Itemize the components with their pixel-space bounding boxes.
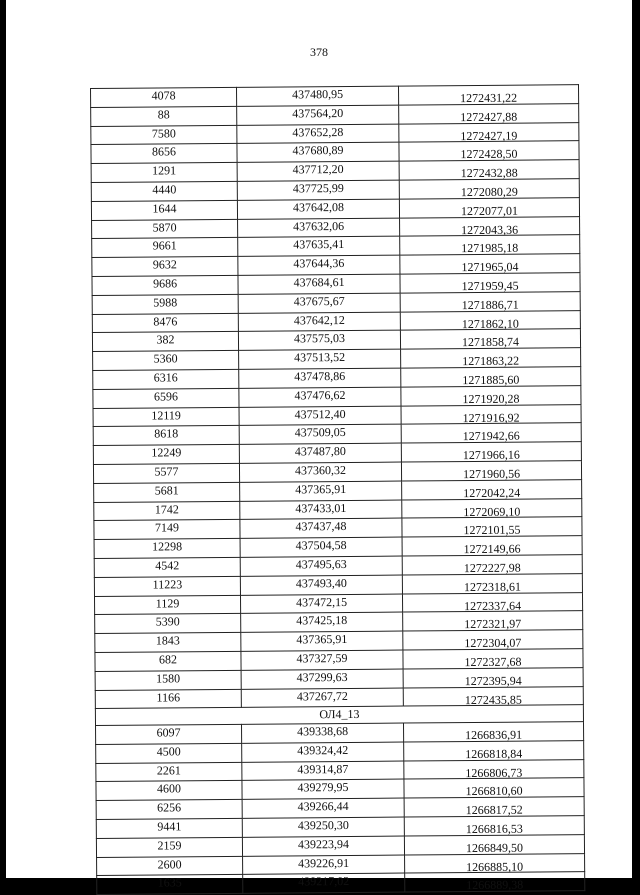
y-coordinate-text: 1266818,84 (465, 746, 523, 761)
y-coordinate-text: 1272427,19 (460, 128, 518, 143)
y-coordinate-text: 1266889,38 (466, 878, 524, 893)
x-coordinate: 437642,08 (237, 199, 399, 219)
point-number: 1166 (95, 689, 241, 709)
y-coordinate (399, 197, 579, 217)
point-number: 1644 (91, 200, 237, 220)
x-coordinate: 437504,58 (240, 537, 402, 557)
table-row (96, 797, 584, 820)
point-number: 7580 (91, 125, 237, 145)
y-coordinate-text: 1271942,66 (462, 428, 520, 444)
y-coordinate-text: 1272304,07 (464, 635, 522, 651)
x-coordinate: 437495,63 (240, 556, 402, 576)
x-coordinate: 437652,28 (237, 124, 399, 144)
x-coordinate: 437635,41 (238, 236, 400, 256)
y-coordinate-text: 1271960,56 (462, 466, 521, 482)
point-number: 11223 (94, 576, 240, 596)
y-coordinate (404, 778, 584, 798)
y-coordinate (400, 329, 580, 349)
y-coordinate (404, 797, 584, 817)
y-coordinate (405, 853, 585, 873)
x-coordinate: 437472,15 (240, 594, 402, 614)
y-coordinate-text: 1272101,55 (463, 522, 521, 538)
point-number: 5390 (95, 614, 241, 634)
table-row (96, 835, 584, 858)
y-coordinate (399, 179, 579, 199)
point-number: 5360 (93, 350, 239, 370)
y-coordinate (399, 122, 579, 142)
x-coordinate: 437564,20 (237, 105, 399, 125)
point-number: 4600 (96, 781, 242, 801)
y-coordinate-text: 1271862,10 (461, 316, 519, 331)
table-row (96, 759, 584, 782)
point-number: 1291 (91, 163, 237, 183)
y-coordinate (400, 291, 580, 311)
y-coordinate (402, 498, 582, 518)
x-coordinate: 437684,61 (238, 274, 400, 294)
x-coordinate: 437644,36 (238, 255, 400, 275)
table-row (92, 291, 580, 314)
y-coordinate-text: 1272431,22 (460, 90, 518, 106)
y-coordinate-text: 1271916,92 (462, 410, 520, 425)
point-number: 5577 (93, 463, 239, 483)
table-row (95, 630, 583, 653)
y-coordinate-text: 1272318,61 (463, 579, 521, 594)
point-number: 5681 (94, 482, 240, 502)
y-coordinate (403, 686, 583, 706)
x-coordinate: 437425,18 (241, 612, 403, 632)
table-row (93, 367, 581, 390)
table-row (92, 273, 580, 296)
point-number: 682 (95, 651, 241, 671)
point-number: 382 (92, 332, 238, 352)
table-row (94, 592, 582, 615)
y-coordinate-text: 1272321,97 (464, 616, 522, 632)
y-coordinate (401, 442, 581, 462)
x-coordinate: 439314,87 (242, 761, 404, 781)
y-coordinate-text: 1272432,88 (460, 165, 518, 181)
table-row (94, 536, 582, 559)
table-row (95, 649, 583, 672)
table-row (93, 423, 581, 446)
point-number: 12298 (94, 538, 240, 558)
point-number: 12249 (93, 444, 239, 464)
point-number: 6256 (96, 800, 242, 820)
y-coordinate (400, 254, 580, 274)
y-coordinate (400, 235, 580, 255)
y-coordinate (403, 649, 583, 669)
table-row (91, 179, 579, 202)
point-number: 88 (91, 106, 237, 126)
point-number: 8476 (92, 313, 238, 333)
table-row (94, 498, 582, 521)
point-number: 1742 (94, 501, 240, 521)
table-row (92, 216, 580, 239)
point-number: 6097 (96, 724, 242, 744)
point-number: 4440 (91, 181, 237, 201)
table-row (94, 517, 582, 540)
x-coordinate: 437480,95 (236, 86, 398, 106)
table-row (93, 461, 581, 484)
table-row (96, 816, 584, 839)
x-coordinate: 437512,40 (239, 406, 401, 426)
point-number: 2600 (97, 856, 243, 876)
point-number: 9632 (92, 257, 238, 277)
x-coordinate: 439250,30 (242, 817, 404, 837)
y-coordinate (402, 517, 582, 537)
x-coordinate: 437725,99 (237, 180, 399, 200)
y-coordinate (401, 404, 581, 424)
y-coordinate (400, 273, 580, 293)
y-coordinate-text: 1271966,16 (462, 447, 520, 463)
y-coordinate-text: 1271965,04 (461, 259, 519, 275)
coordinates-table-body-1 (91, 85, 584, 709)
x-coordinate: 439266,44 (242, 798, 404, 818)
table-row (94, 479, 582, 502)
y-coordinate-text: 1271985,18 (461, 241, 519, 256)
x-coordinate: 437476,62 (239, 387, 401, 407)
table-row (94, 573, 582, 596)
table-row (96, 722, 584, 745)
x-coordinate: 437493,40 (240, 575, 402, 595)
table-row (91, 85, 579, 108)
table-row (93, 348, 581, 371)
table-row (93, 404, 581, 427)
x-coordinate: 439279,95 (242, 780, 404, 800)
x-coordinate: 437680,89 (237, 142, 399, 162)
table-row (94, 555, 582, 578)
y-coordinate (402, 555, 582, 575)
y-coordinate-text: 1272227,98 (463, 560, 521, 576)
y-coordinate-text: 1272395,94 (464, 673, 522, 688)
y-coordinate (399, 160, 579, 180)
y-coordinate-text: 1266810,60 (465, 784, 523, 799)
y-coordinate-text: 1272327,68 (464, 654, 522, 669)
y-coordinate-text: 1271858,74 (461, 334, 520, 350)
x-coordinate: 439217,02 (243, 874, 405, 894)
point-number: 1635 (97, 875, 243, 895)
x-coordinate: 437299,63 (241, 669, 403, 689)
y-coordinate (401, 385, 581, 405)
x-coordinate: 439324,42 (242, 742, 404, 762)
point-number: 12119 (93, 407, 239, 427)
point-number: 9661 (92, 238, 238, 258)
point-number: 9441 (96, 818, 242, 838)
coordinates-table-body-2 (96, 722, 585, 895)
y-coordinate-text: 1272337,64 (464, 598, 522, 613)
point-number: 8618 (93, 426, 239, 446)
x-coordinate: 437632,06 (238, 218, 400, 238)
y-coordinate (402, 592, 582, 612)
y-coordinate (404, 835, 584, 855)
x-coordinate: 437360,32 (239, 462, 401, 482)
point-number: 6596 (93, 388, 239, 408)
y-coordinate-text: 1272043,36 (461, 222, 519, 237)
table-row (95, 611, 583, 634)
y-coordinate (404, 816, 584, 836)
y-coordinate-text: 1266806,73 (465, 765, 523, 780)
point-number: 1843 (95, 632, 241, 652)
y-coordinate-text: 1272149,66 (463, 541, 521, 557)
table-row (92, 310, 580, 333)
y-coordinate-text: 1272077,01 (460, 203, 519, 218)
y-coordinate-text: 1272069,10 (463, 504, 521, 519)
y-coordinate (404, 741, 584, 761)
point-number: 6316 (93, 369, 239, 389)
point-number: 2261 (96, 762, 242, 782)
coordinates-table (90, 84, 585, 895)
y-coordinate-text: 1266816,53 (465, 821, 523, 837)
y-coordinate (398, 85, 578, 105)
y-coordinate-text: 1271863,22 (462, 353, 520, 369)
y-coordinate-text: 1272427,88 (460, 109, 518, 124)
x-coordinate: 439226,91 (243, 855, 405, 875)
x-coordinate: 437675,67 (238, 293, 400, 313)
point-number: 7149 (94, 520, 240, 540)
y-coordinate-text: 1266885,10 (466, 859, 524, 874)
table-row (91, 122, 579, 145)
y-coordinate (403, 667, 583, 687)
point-number: 1129 (94, 595, 240, 615)
y-coordinate (405, 872, 585, 892)
y-coordinate (400, 216, 580, 236)
x-coordinate: 437509,05 (239, 424, 401, 444)
y-coordinate-text: 1271886,71 (461, 297, 519, 312)
x-coordinate: 437433,01 (240, 500, 402, 520)
x-coordinate: 437437,48 (240, 518, 402, 538)
section-label: ОЛ4_13 (95, 705, 583, 726)
y-coordinate (404, 759, 584, 779)
y-coordinate (401, 348, 581, 368)
point-number: 1580 (95, 670, 241, 690)
page-number: 378 (310, 45, 328, 59)
x-coordinate: 439223,94 (242, 836, 404, 856)
table-row (91, 197, 579, 220)
y-coordinate (400, 310, 580, 330)
table-row (92, 254, 580, 277)
y-coordinate-text: 1266817,52 (465, 802, 523, 818)
y-coordinate (401, 461, 581, 481)
point-number: 5870 (92, 219, 238, 239)
table-row (97, 853, 585, 876)
y-coordinate-text: 1271885,60 (462, 372, 520, 388)
y-coordinate-text: 1266836,91 (465, 727, 523, 743)
x-coordinate: 437365,91 (241, 631, 403, 651)
y-coordinate-text: 1272428,50 (460, 147, 518, 162)
y-coordinate (403, 630, 583, 650)
table-row (93, 385, 581, 408)
table-row (92, 329, 580, 352)
table-row (91, 141, 579, 164)
table-row (92, 235, 580, 258)
point-number: 4078 (91, 87, 237, 107)
y-coordinate (402, 479, 582, 499)
y-coordinate (403, 611, 583, 631)
y-coordinate (403, 722, 583, 742)
y-coordinate (402, 573, 582, 593)
point-number: 8656 (91, 144, 237, 164)
y-coordinate (402, 536, 582, 556)
point-number: 5988 (92, 294, 238, 314)
x-coordinate: 437513,52 (239, 349, 401, 369)
y-coordinate (399, 103, 579, 123)
table-row (91, 160, 579, 183)
x-coordinate: 437642,12 (238, 312, 400, 332)
x-coordinate: 437267,72 (241, 688, 403, 708)
x-coordinate: 439338,68 (242, 723, 404, 743)
table-row (95, 667, 583, 690)
y-coordinate-text: 1266849,50 (465, 840, 524, 855)
y-coordinate (399, 141, 579, 161)
x-coordinate: 437575,03 (238, 330, 400, 350)
table-row (96, 741, 584, 764)
point-number: 4542 (94, 557, 240, 577)
table-row (91, 103, 579, 126)
y-coordinate-text: 1271959,45 (461, 278, 519, 294)
x-coordinate: 437327,59 (241, 650, 403, 670)
y-coordinate-text: 1272042,24 (463, 485, 521, 500)
point-number: 9686 (92, 275, 238, 295)
table-row (93, 442, 581, 465)
point-number: 2159 (96, 837, 242, 857)
y-coordinate (401, 367, 581, 387)
table-row (95, 686, 583, 709)
table-row (96, 778, 584, 801)
y-coordinate-text: 1272080,29 (460, 184, 518, 200)
document-page (6, 0, 632, 893)
x-coordinate: 437712,20 (237, 161, 399, 181)
point-number: 4500 (96, 743, 242, 763)
y-coordinate-text: 1272435,85 (464, 692, 522, 707)
y-coordinate (401, 423, 581, 443)
x-coordinate: 437478,86 (239, 368, 401, 388)
x-coordinate: 437487,80 (239, 443, 401, 463)
x-coordinate: 437365,91 (240, 481, 402, 501)
table-row (97, 872, 585, 895)
y-coordinate-text: 1271920,28 (462, 391, 520, 406)
